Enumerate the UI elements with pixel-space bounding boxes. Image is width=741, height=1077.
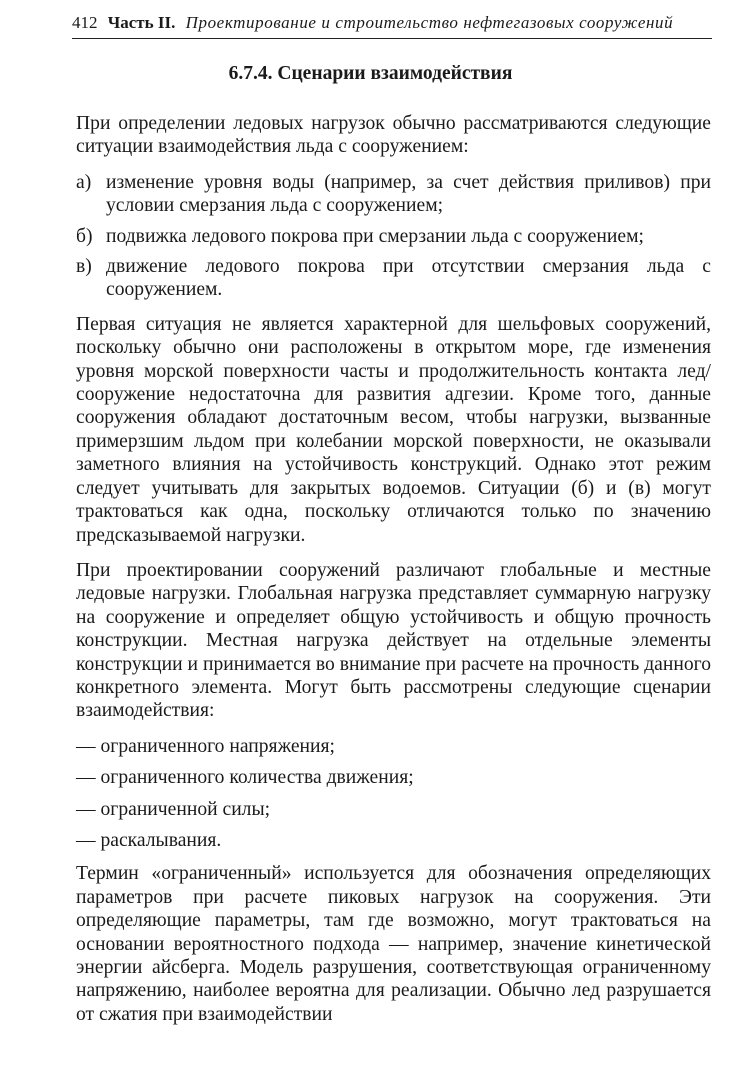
situations-list: [76, 171, 711, 302]
list-item-text: подвижка ледового покрова при смерзании льда с сооружением;: [106, 225, 644, 247]
running-head-title: Проектирование и строительство нефтегазовых сооружений: [185, 13, 674, 32]
list-item: — ограниченного количества движения;: [76, 767, 414, 789]
list-item-text: изменение уровня воды (например, за счет действия приливов) при условии смерзания льда с сооружением;: [106, 171, 711, 217]
part-label: Часть II.: [107, 13, 176, 32]
paragraph-1: Первая ситуация не является характерной для шельфовых сооружений, поскольку обычно они расположены в открытом море, где изменения уровня морской поверхности часты и продолжительность контакта лед/сооружение недостаточна для развития адгезии. Кроме того, данные сооружения обладают достаточным весом, чтобы нагрузки, вызванные примерзшим льдом при колебании морской поверхности, не оказывали заметного влияния на устойчивость конструкций. Однако этот режим следует учитывать для закрытых водоемов. Ситуации (б) и (в) могут трактоваться как одна, поскольку отличаются только по значению предсказываемой нагрузки.: [76, 313, 711, 546]
body-text: [76, 112, 711, 1038]
list-item: — ограниченной силы;: [76, 798, 271, 820]
list-item-text: движение ледового покрова при отсутствии смерзания льда с сооружением.: [106, 256, 711, 301]
running-head: [72, 8, 712, 39]
list-item: [76, 255, 711, 302]
list-marker: б): [76, 225, 93, 247]
paragraph-3: Термин «ограниченный» используется для обозначения определяющих параметров при расчете пиковых нагрузок на сооружения. Эти определяющие параметры, там где возможно, могут трактоваться на основании вероятностного подхода — например, значение кинетической энергии айсберга. Модель разрушения, соответствующая ограниченному напряжению, наиболее вероятна для реализации. Обычно лед разрушается от сжатия при взаимодействии: [76, 863, 711, 1025]
scenarios-list: [76, 735, 711, 853]
list-item: [76, 225, 711, 248]
section-title: 6.7.4. Сценарии взаимодействия: [228, 63, 513, 84]
list-marker: а): [76, 171, 92, 193]
intro-paragraph: При определении ледовых нагрузок обычно рассматриваются следующие ситуации взаимодействия льда с сооружением:: [76, 113, 711, 158]
list-item: [76, 171, 711, 218]
list-item: — ограниченного напряжения;: [76, 735, 335, 757]
page-number: 412: [72, 13, 98, 32]
list-item: — раскалывания.: [76, 829, 222, 851]
list-marker: в): [76, 256, 92, 278]
paragraph-2: При проектировании сооружений различают глобальные и местные ледовые нагрузки. Глобальная нагрузка представляет суммарную нагрузку на сооружение и определяет общую устойчивость и общую прочность конструкции. Местная нагрузка действует на отдельные элементы конструкции и принимается во внимание при расчете на прочность данного конкретного элемента. Могут быть рассмотрены следующие сценарии взаимодействия:: [76, 559, 711, 722]
